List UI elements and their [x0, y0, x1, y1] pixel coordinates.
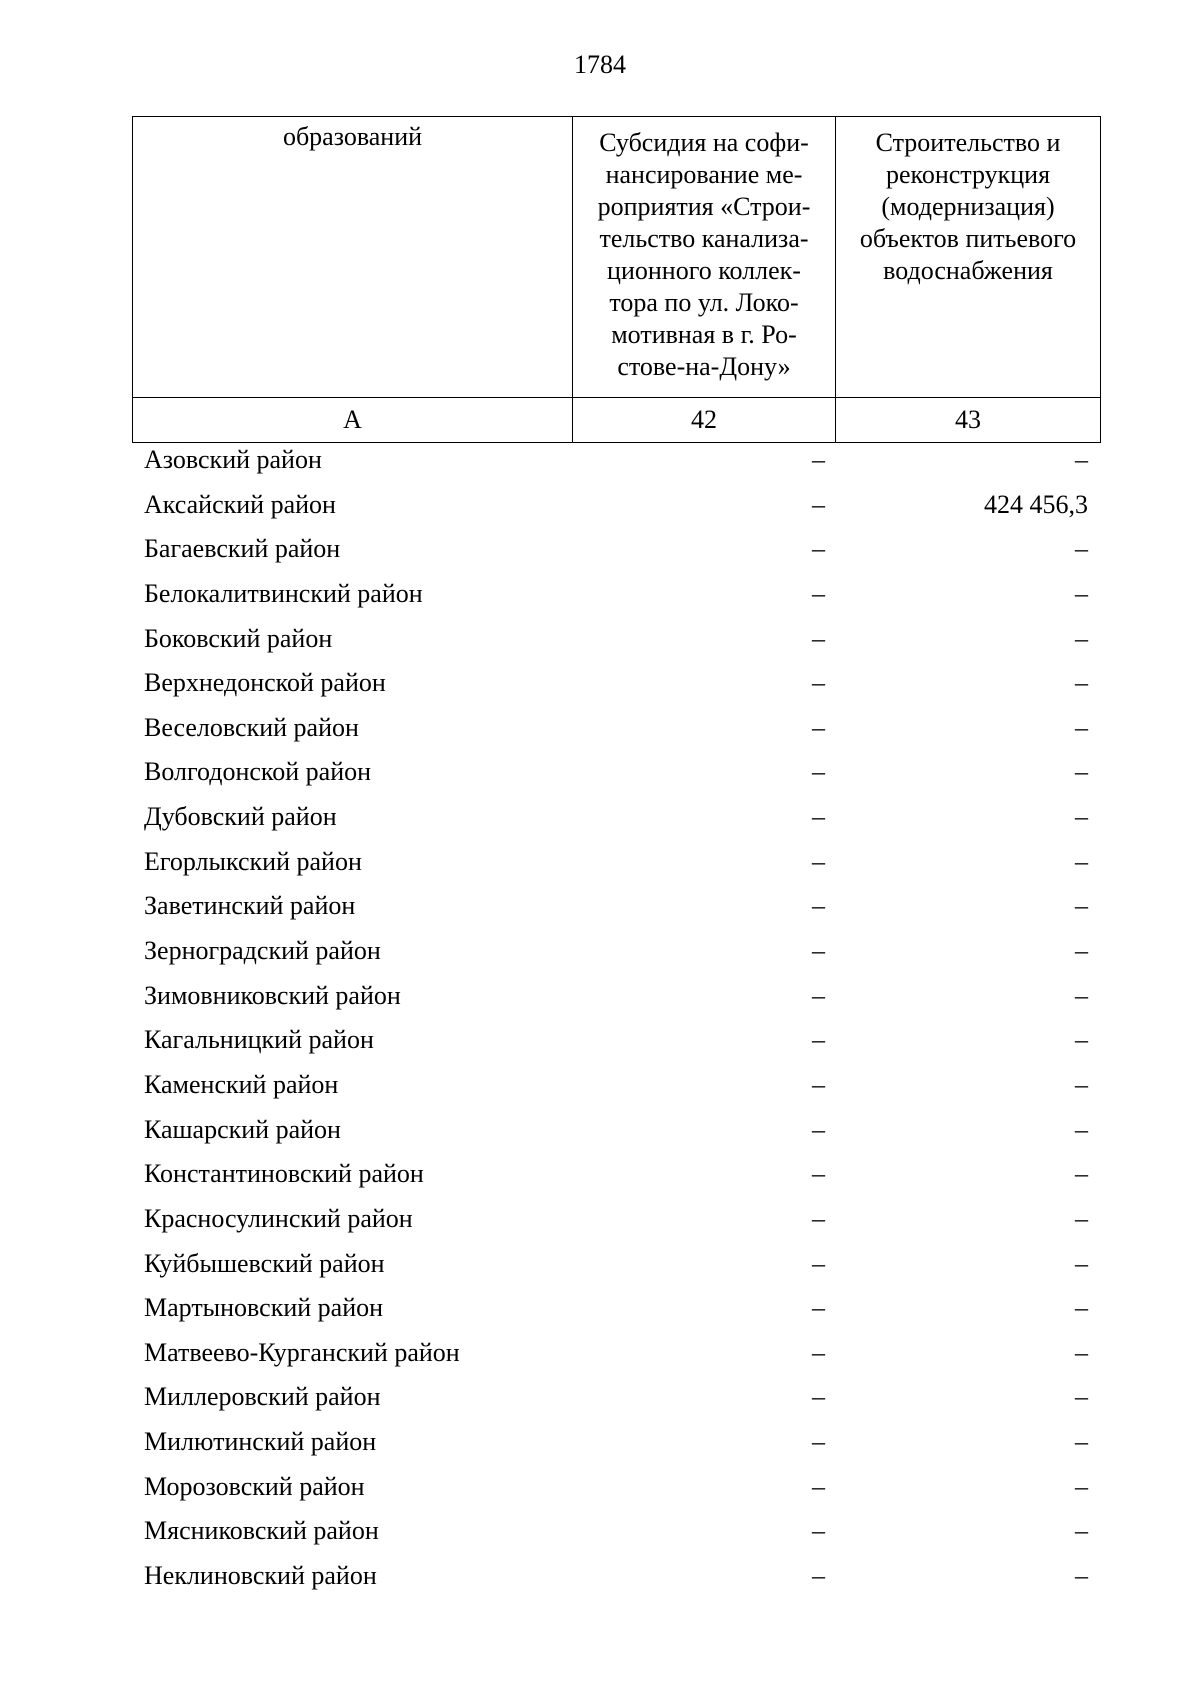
table-row [132, 840, 1100, 885]
value-col-43: – [1075, 578, 1088, 608]
table-row [132, 929, 1100, 974]
header-col-42-line: Субсидия на софи- [599, 128, 809, 157]
header-col-42-line: ционного коллек- [607, 256, 801, 285]
table-row [132, 483, 1100, 528]
table-body [132, 438, 1100, 1599]
table-row [132, 1331, 1100, 1376]
district-name: Заветинский район [144, 891, 356, 921]
value-col-43: – [1075, 846, 1088, 876]
district-name: Зимовниковский район [144, 980, 401, 1010]
district-name: Миллеровский район [144, 1382, 381, 1412]
header-col-a: образований [133, 117, 573, 398]
value-col-42: – [812, 1382, 825, 1412]
district-name: Багаевский район [144, 534, 341, 564]
value-col-42: – [812, 534, 825, 564]
header-row [133, 117, 1101, 398]
table-row [132, 572, 1100, 617]
table-row [132, 884, 1100, 929]
table-row [132, 1063, 1100, 1108]
district-name: Веселовский район [144, 712, 359, 742]
value-col-43: – [1075, 1337, 1088, 1367]
table-row [132, 1242, 1100, 1287]
page-number: 1784 [574, 50, 626, 79]
header-col-43-line: водоснабжения [883, 256, 1053, 285]
column-number-42: 42 [573, 398, 836, 443]
value-col-42: – [812, 623, 825, 653]
value-col-43: – [1075, 534, 1088, 564]
value-col-42: – [812, 668, 825, 698]
value-col-43: – [1075, 1025, 1088, 1055]
value-col-43: – [1075, 1561, 1088, 1591]
value-col-42: – [812, 445, 825, 474]
table-row [132, 795, 1100, 840]
value-col-43: – [1075, 445, 1088, 474]
table-row [132, 750, 1100, 795]
value-col-42: – [812, 757, 825, 787]
table-row [132, 706, 1100, 751]
table-row [132, 1375, 1100, 1420]
header-col-43-line: (модернизация) [881, 192, 1055, 221]
district-name: Матвеево-Курганский район [144, 1337, 460, 1367]
header-col-42-line: стове-на-Дону» [617, 352, 791, 381]
value-col-43: – [1075, 712, 1088, 742]
value-col-43: – [1075, 936, 1088, 966]
value-col-42: – [812, 1025, 825, 1055]
value-col-43: – [1075, 1382, 1088, 1412]
district-name: Азовский район [144, 445, 322, 474]
district-name: Неклиновский район [144, 1561, 377, 1591]
value-col-43: – [1075, 1159, 1088, 1189]
table-row [132, 527, 1100, 572]
value-col-43: – [1075, 1069, 1088, 1099]
district-name: Боковский район [144, 623, 333, 653]
value-col-43: – [1075, 1516, 1088, 1546]
column-number-a: А [133, 398, 573, 443]
district-name: Милютинский район [144, 1427, 377, 1457]
value-col-42: – [812, 489, 825, 519]
value-col-42: – [812, 846, 825, 876]
value-col-42: – [812, 1516, 825, 1546]
district-name: Морозовский район [144, 1471, 365, 1501]
district-name: Дубовский район [144, 802, 337, 832]
district-name: Кашарский район [144, 1114, 341, 1144]
table-row [132, 974, 1100, 1019]
value-col-42: – [812, 891, 825, 921]
district-name: Верхнедонской район [144, 668, 386, 698]
value-col-43: – [1075, 891, 1088, 921]
value-col-43: – [1075, 1471, 1088, 1501]
header-col-43-line: объектов питьевого [859, 224, 1077, 253]
value-col-43: – [1075, 1114, 1088, 1144]
column-number-row [133, 398, 1101, 443]
table-row [132, 617, 1100, 662]
value-col-42: – [812, 1069, 825, 1099]
district-name: Каменский район [144, 1069, 339, 1099]
value-col-43: – [1075, 1427, 1088, 1457]
value-col-42: – [812, 712, 825, 742]
table-row [132, 1420, 1100, 1465]
value-col-42: – [812, 1293, 825, 1323]
district-name: Константиновский район [144, 1159, 424, 1189]
column-number-43: 43 [836, 398, 1101, 443]
table-row [132, 1152, 1100, 1197]
table-row [132, 1465, 1100, 1510]
value-col-42: – [812, 1427, 825, 1457]
district-name: Аксайский район [144, 489, 336, 519]
value-col-42: – [812, 1114, 825, 1144]
value-col-43: – [1075, 1248, 1088, 1278]
district-name: Кагальницкий район [144, 1025, 374, 1055]
value-col-42: – [812, 980, 825, 1010]
value-col-43: – [1075, 980, 1088, 1010]
header-col-43 [836, 117, 1101, 398]
value-col-42: – [812, 1561, 825, 1591]
district-name: Красносулинский район [144, 1203, 413, 1233]
value-col-42: – [812, 578, 825, 608]
value-col-43: – [1075, 1203, 1088, 1233]
table-row [132, 1286, 1100, 1331]
table-row [132, 438, 1100, 483]
table-row [132, 1554, 1100, 1599]
district-name: Мясниковский район [144, 1516, 379, 1546]
district-name: Зерноградский район [144, 936, 381, 966]
value-col-42: – [812, 1203, 825, 1233]
header-col-42-line: нансирование ме- [605, 160, 803, 189]
district-name: Мартыновский район [144, 1293, 384, 1323]
value-col-42: – [812, 1337, 825, 1367]
district-name: Куйбышевский район [144, 1248, 385, 1278]
header-col-43-line: реконструкция [885, 160, 1051, 189]
header-col-42-line: роприятия «Строи- [597, 192, 811, 221]
value-col-42: – [812, 936, 825, 966]
table-row [132, 1197, 1100, 1242]
value-col-43: – [1075, 802, 1088, 832]
value-col-42: – [812, 1159, 825, 1189]
value-col-43: – [1075, 623, 1088, 653]
value-col-42: – [812, 1471, 825, 1501]
value-col-43: – [1075, 757, 1088, 787]
value-col-43: 424 456,3 [984, 489, 1088, 519]
value-col-43: – [1075, 668, 1088, 698]
header-col-42 [573, 117, 836, 398]
district-name: Белокалитвинский район [144, 578, 423, 608]
value-col-42: – [812, 1248, 825, 1278]
table-header [132, 116, 1101, 443]
header-col-42-line: тора по ул. Локо- [609, 288, 799, 317]
header-col-43-line: Строительство и [875, 128, 1061, 157]
table-row [132, 661, 1100, 706]
table-row [132, 1018, 1100, 1063]
district-name: Егорлыкский район [144, 846, 362, 876]
value-col-42: – [812, 802, 825, 832]
district-name: Волгодонской район [144, 757, 372, 787]
value-col-43: – [1075, 1293, 1088, 1323]
header-col-42-line: мотивная в г. Ро- [611, 320, 797, 349]
table-row [132, 1509, 1100, 1554]
table-row [132, 1108, 1100, 1153]
header-col-42-line: тельство канализа- [599, 224, 809, 253]
